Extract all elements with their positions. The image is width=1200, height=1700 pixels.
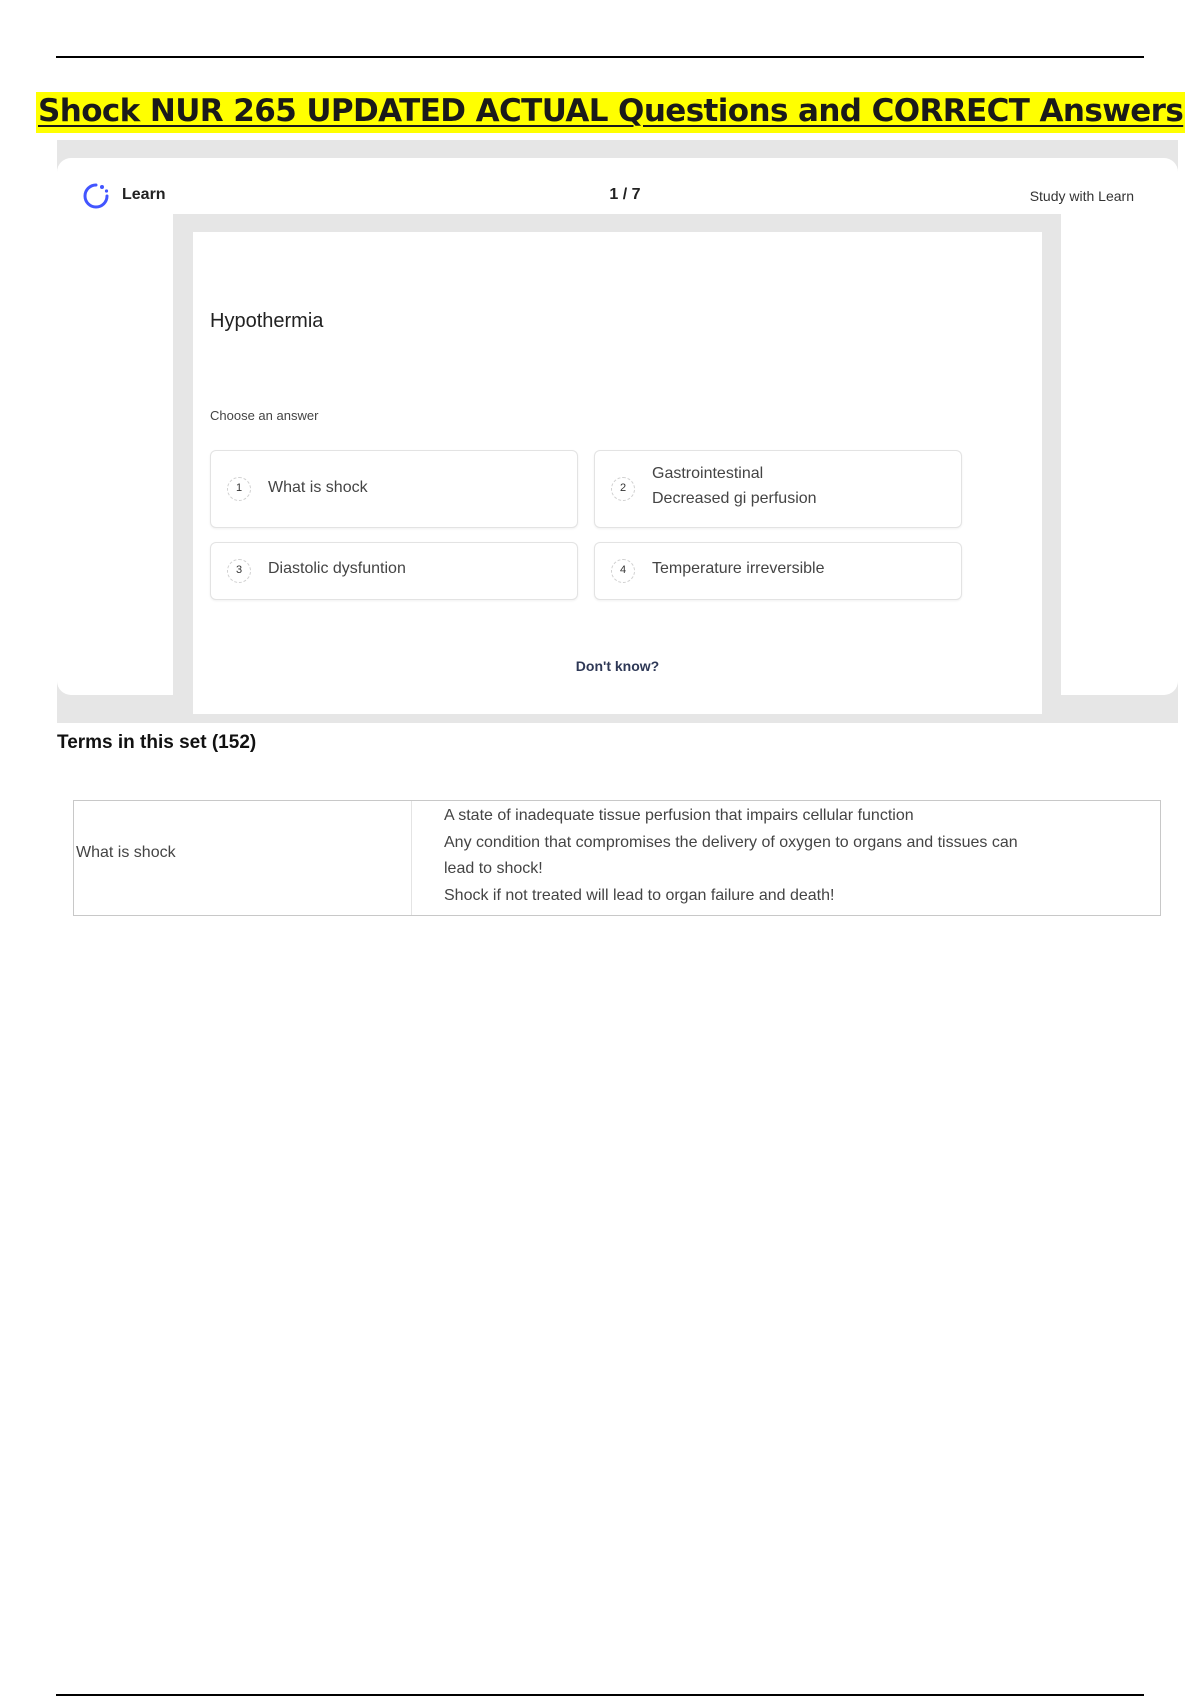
option-text-1 xyxy=(268,479,368,497)
option-2-line-2: Decreased gi perfusion xyxy=(652,490,817,507)
answer-option-2[interactable] xyxy=(594,450,962,528)
learn-logo-icon xyxy=(82,182,110,210)
learn-label: Learn xyxy=(122,186,166,203)
option-number-2: 2 xyxy=(611,477,635,501)
definition-line-2: Any condition that compromises the delivery of oxygen to organs and tissues can xyxy=(444,833,1018,851)
option-number-4: 4 xyxy=(611,559,635,583)
terms-table-row xyxy=(73,800,1161,916)
option-4-line-1: Temperature irreversible xyxy=(652,560,825,577)
progress-counter: 1 / 7 xyxy=(609,186,641,203)
choose-answer-label: Choose an answer xyxy=(210,408,319,423)
answer-option-1[interactable] xyxy=(210,450,578,528)
definition-line-1: A state of inadequate tissue perfusion that impairs cellular function xyxy=(444,807,914,824)
study-with-learn-link[interactable]: Study with Learn xyxy=(1029,188,1134,204)
bottom-rule xyxy=(56,1694,1144,1696)
dont-know-button[interactable]: Don't know? xyxy=(575,658,660,674)
term-cell xyxy=(74,801,412,915)
question-term: Hypothermia xyxy=(210,310,324,332)
learn-card xyxy=(57,158,1178,695)
top-rule xyxy=(56,56,1144,58)
definition-cell xyxy=(444,803,1084,909)
option-text-2 xyxy=(652,465,817,508)
learn-screenshot xyxy=(57,140,1178,723)
option-1-line-1: What is shock xyxy=(268,479,368,496)
definition-line-3: lead to shock! xyxy=(444,860,543,877)
document-title: Shock NUR 265 UPDATED ACTUAL Questions and CORRECT Answers xyxy=(36,92,1185,133)
option-3-line-1: Diastolic dysfuntion xyxy=(268,560,406,577)
option-text-3 xyxy=(268,560,406,578)
question-panel xyxy=(193,232,1042,714)
terms-heading: Terms in this set (152) xyxy=(57,732,257,753)
option-2-line-1: Gastrointestinal xyxy=(652,465,764,482)
answer-option-3[interactable] xyxy=(210,542,578,600)
option-number-3: 3 xyxy=(227,559,251,583)
term-text: What is shock xyxy=(76,844,176,861)
option-text-4 xyxy=(652,560,825,578)
answer-option-4[interactable] xyxy=(594,542,962,600)
option-number-1: 1 xyxy=(227,477,251,501)
definition-line-4: Shock if not treated will lead to organ failure and death! xyxy=(444,886,835,904)
